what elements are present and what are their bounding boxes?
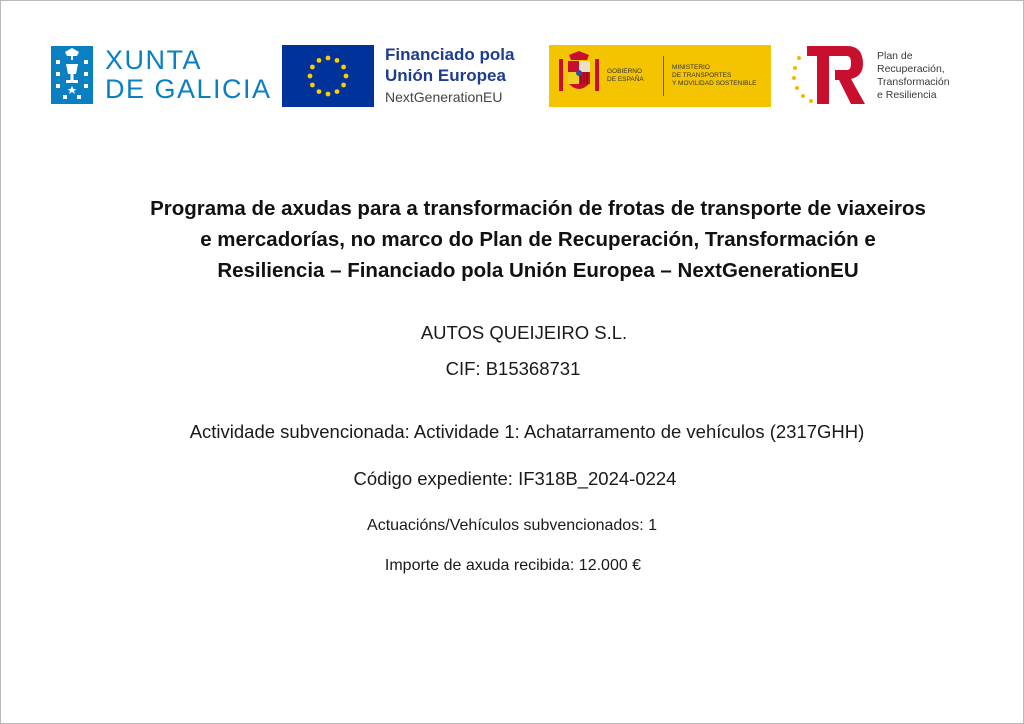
prtr-logo — [791, 43, 950, 109]
logo-header — [1, 1, 1024, 121]
file-code: Código expediente: IF318B_2024-0224 — [353, 468, 677, 489]
prtr-line1: Plan de — [877, 50, 913, 62]
title-line2: e mercadorías, no marco do Plan de Recuperación, Transformación e — [200, 228, 876, 251]
xunta-wordmark — [105, 46, 272, 104]
ministerio-line2: DE TRANSPORTES — [672, 72, 732, 79]
eu-line3: NextGenerationEU — [385, 89, 503, 105]
xunta-line2: DE GALICIA — [105, 74, 272, 104]
gobierno-divider — [663, 56, 664, 96]
prtr-logo-icon — [791, 44, 867, 108]
gobierno-text — [607, 68, 655, 84]
prtr-wordmark — [877, 50, 950, 102]
ministerio-text — [672, 64, 756, 88]
eu-line2: Unión Europea — [385, 66, 506, 85]
gobierno-line2: DE ESPAÑA — [607, 76, 644, 83]
eu-flag-icon — [282, 45, 374, 107]
subsidized-vehicles: Actuacións/Vehículos subvencionados: 1 — [367, 517, 657, 534]
subsidized-activity: Actividade subvencionada: Actividade 1: Achatarramento de vehículos (2317GHH) — [189, 421, 865, 442]
title-line3: Resiliencia – Financiado pola Unión Europea – NextGenerationEU — [217, 259, 859, 282]
xunta-line1: XUNTA — [105, 45, 203, 75]
company-name: AUTOS QUEIJEIRO S.L. — [420, 322, 628, 343]
gobierno-logo — [549, 45, 771, 107]
xunta-shield-icon — [51, 46, 93, 104]
prtr-line3: Transformación — [877, 76, 950, 88]
eu-line1: Financiado pola — [385, 45, 515, 64]
ministerio-line1: MINISTERIO — [672, 64, 710, 71]
program-title — [63, 193, 1013, 286]
ministerio-line3: Y MOVILIDAD SOSTENIBLE — [672, 80, 757, 87]
gobierno-line1: GOBIERNO — [607, 68, 643, 75]
title-line1: Programa de axudas para a transformación de frotas de transporte de viaxeiros — [150, 197, 926, 220]
xunta-logo — [51, 45, 272, 105]
prtr-line2: Recuperación, — [877, 63, 945, 75]
company-cif: CIF: B15368731 — [445, 358, 581, 379]
prtr-line4: e Resiliencia — [877, 89, 937, 101]
spain-coat-of-arms-icon — [557, 51, 601, 101]
eu-wordmark — [385, 44, 514, 108]
aid-amount: Importe de axuda recibida: 12.000 € — [384, 557, 642, 574]
eu-logo — [282, 43, 514, 109]
